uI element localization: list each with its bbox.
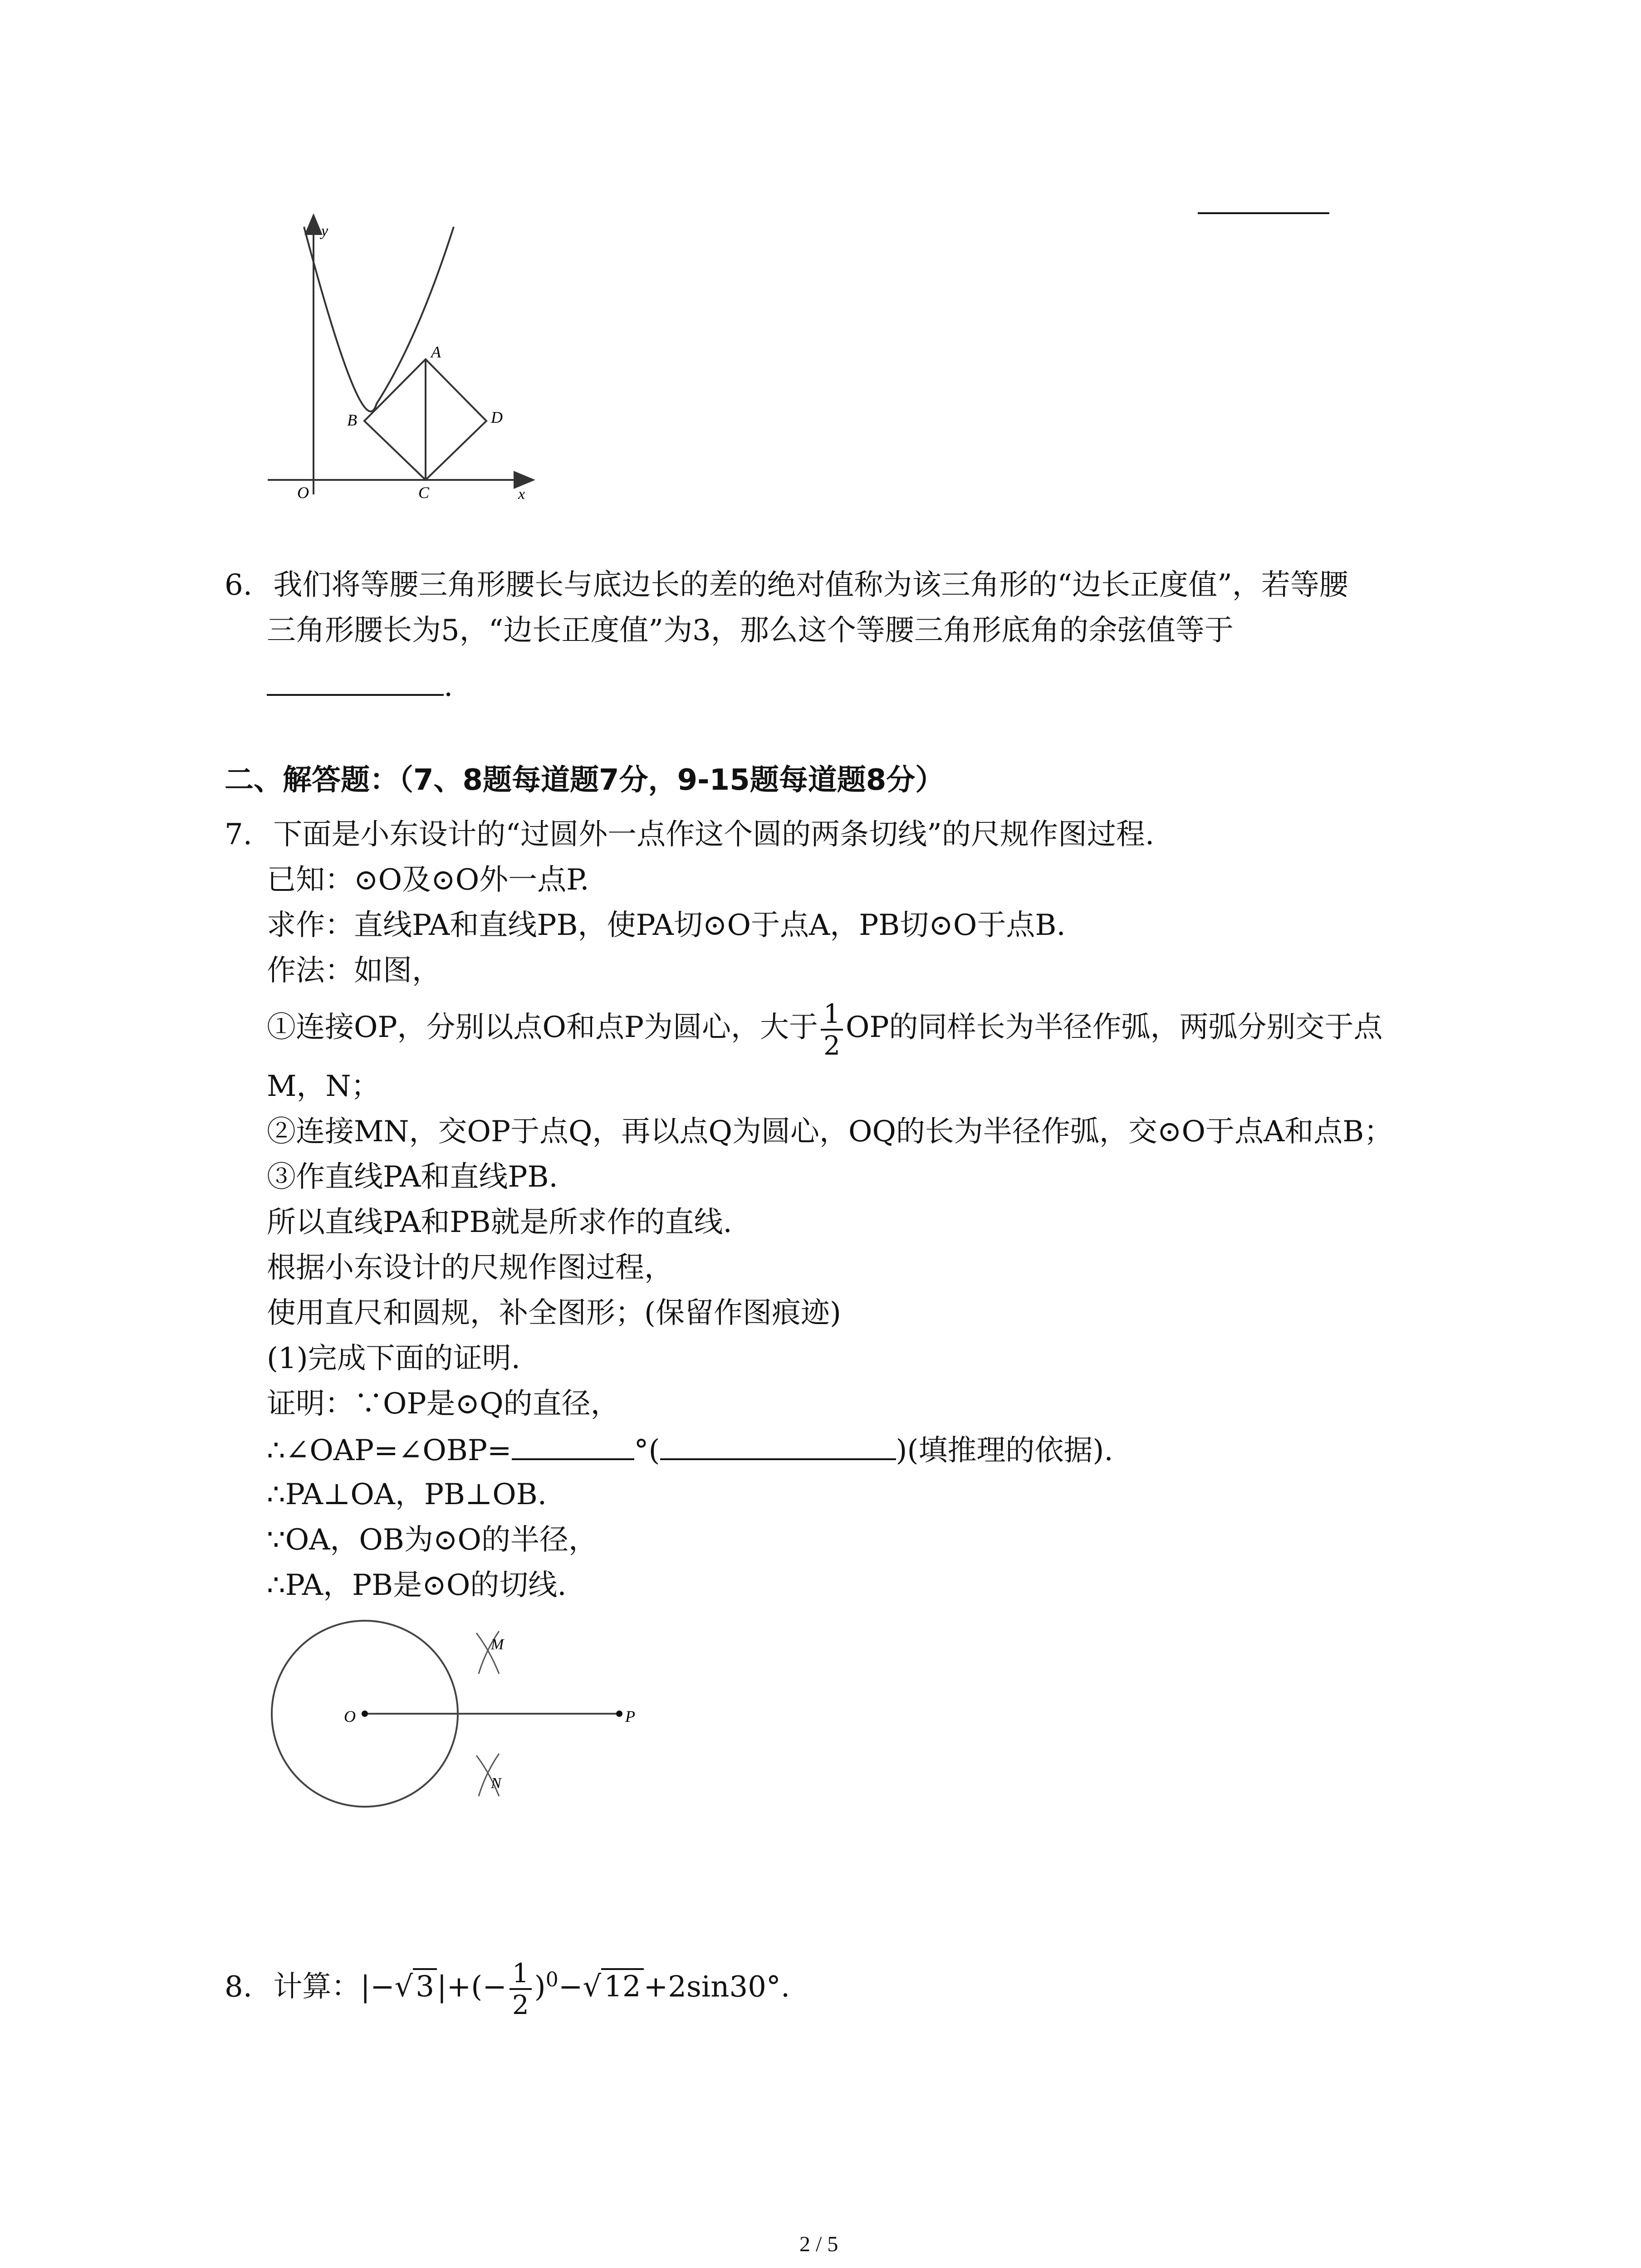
q6-line1 <box>225 567 1348 603</box>
q7-proof-intro: 证明：∵OP是⊙Q的直径， <box>267 1387 620 1421</box>
label-c: C <box>418 484 430 502</box>
q7-based-on: 根据小东设计的尺规作图过程， <box>267 1251 673 1285</box>
q6-line2 <box>267 612 1234 649</box>
exponent-zero: 0 <box>545 1968 558 1991</box>
q7-part1: (1)完成下面的证明. <box>267 1342 520 1375</box>
q7-step1-after: OP的同样长为半径作弧，两弧分别交于点 <box>845 1011 1383 1044</box>
page-number: 2 / 5 <box>799 2232 838 2256</box>
q7-proof-angle: ∴∠OAP=∠OBP= °( )(填推理的依据). <box>267 1431 1113 1469</box>
q7-intro: 下面是小东设计的“过圆外一点作这个圆的两条切线”的尺规作图过程. <box>273 818 1155 851</box>
label-n: N <box>491 1775 501 1792</box>
q8-number: 8. <box>225 1970 253 2004</box>
q7-use-tools: 使用直尺和圆规，补全图形；(保留作图痕迹) <box>267 1296 841 1330</box>
q7-step3: ③作直线PA和直线PB. <box>267 1160 558 1194</box>
label-o: O <box>297 484 309 502</box>
label-m: M <box>491 1636 504 1653</box>
q7-number: 7. <box>225 818 253 851</box>
label-o2: O <box>344 1707 356 1725</box>
q7-proof-radius: ∵OA，OB为⊙O的半径， <box>267 1523 598 1557</box>
label-b: B <box>347 411 357 429</box>
q7-conclusion: 所以直线PA和PB就是所求作的直线. <box>267 1206 732 1239</box>
q7-todo: 求作：直线PA和直线PB，使PA切⊙O于点A，PB切⊙O于点B. <box>267 909 1066 942</box>
label-p: P <box>625 1707 635 1725</box>
q6-text-1: 我们将等腰三角形腰长与底边长的差的绝对值称为该三角形的“边长正度值”，若等腰 <box>273 568 1348 602</box>
label-y: y <box>321 223 328 240</box>
q7-step2: ②连接MN，交OP于点Q，再以点Q为圆心，OQ的长为半径作弧，交⊙O于点A和点B； <box>267 1115 1393 1149</box>
q6-text-2: 三角形腰长为5，“边长正度值”为3，那么这个等腰三角形底角的余弦值等于 <box>267 614 1234 647</box>
sqrt-3: √3 <box>395 1957 437 2016</box>
neg-half-fraction: $\frac{1}{2}$ <box>509 1960 532 2018</box>
q7-line-intro <box>225 816 1154 853</box>
q7-step1 <box>267 1000 1383 1059</box>
angle-answer-blank <box>512 1431 634 1460</box>
q6-number: 6. <box>225 568 253 602</box>
q6-line3 <box>267 667 453 704</box>
answer-blank-line <box>1198 212 1329 214</box>
parabola-figure <box>254 213 544 513</box>
sqrt-12: √12 <box>583 1957 643 2016</box>
circle-construction-figure <box>254 1615 662 1823</box>
q6-end: . <box>444 670 453 703</box>
q7-proof-perp: ∴PA⊥OA，PB⊥OB. <box>267 1478 547 1511</box>
point-o <box>362 1711 368 1717</box>
label-d: D <box>491 408 503 426</box>
q7-method: 作法：如图， <box>267 954 441 987</box>
label-x: x <box>518 486 525 503</box>
q7-step1-before: ①连接OP，分别以点O和点P为圆心，大于 <box>267 1011 818 1044</box>
reason-answer-blank <box>660 1431 896 1460</box>
q8-label: 计算： <box>273 1970 361 2004</box>
q7-proof-tangent: ∴PA，PB是⊙O的切线. <box>267 1569 567 1602</box>
q8-line: 8. 计算：|−√3|+(− $\frac{1}{2}$ )$^0$−√12+2sin30°. <box>225 1957 790 2020</box>
point-p <box>616 1711 622 1717</box>
q7-step1-cont: M，N； <box>267 1070 380 1103</box>
one-half-fraction: $\frac{1}{2}$ <box>821 1001 843 1059</box>
section2-heading: 二、解答题：（7、8题每道题7分，9-15题每道题8分） <box>225 763 945 797</box>
q7-known: 已知：⊙O及⊙O外一点P. <box>267 863 589 897</box>
label-a: A <box>431 343 441 361</box>
parabola-curve <box>304 227 454 411</box>
q6-answer-blank <box>267 667 444 696</box>
